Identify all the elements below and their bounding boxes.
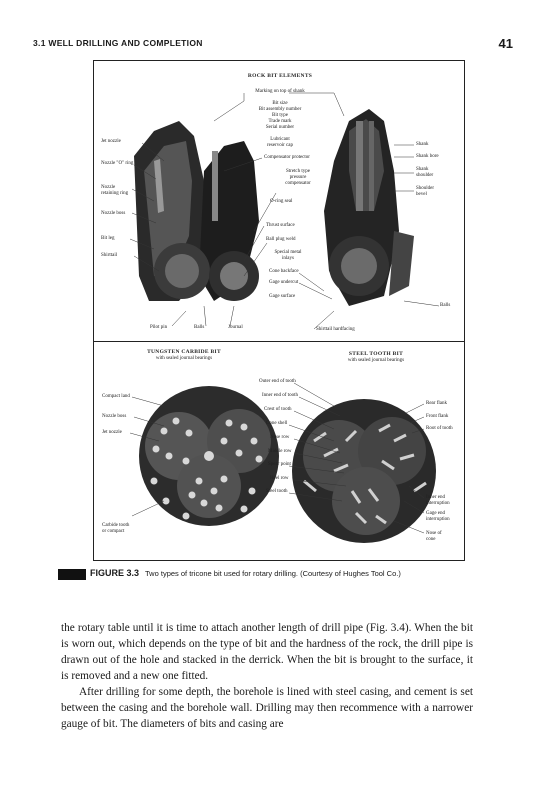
label-nose-row: Nose row <box>270 435 290 440</box>
label-rear-flank: Rear flank <box>426 401 447 406</box>
label-gage-surface: Gage surface <box>269 294 296 299</box>
label-shank: Shank <box>416 142 429 147</box>
figure-3-3 <box>93 60 465 561</box>
label-marking-top-shank: Marking on top of shank <box>255 89 305 94</box>
label-cone-shell: Cone shell <box>266 421 288 426</box>
running-head: 3.1 WELL DRILLING AND COMPLETION <box>33 38 203 48</box>
label-lubricant-reservoir-cap: Lubricant reservoir cap <box>267 137 293 148</box>
label-crest-of-tooth: Crest of tooth <box>264 407 292 412</box>
paragraph: After drilling for some depth, the borehole is lined with steel casing, and cement is set between the casing and the borehole wall. Drilling may then recommence with a narrower gauge of bit. The diameters of bits and casing are <box>61 686 473 730</box>
label-spear-point: Spear point <box>268 462 291 467</box>
steel-tooth-bit-subtitle: with sealed journal bearings <box>347 358 405 363</box>
label-compensator-protector: Compensator protector <box>264 155 310 160</box>
label-root-of-tooth: Root of tooth <box>426 426 453 431</box>
steel-tooth-bit-photo <box>292 399 436 543</box>
label-gage-end-interruption: Gage end interruption <box>426 511 450 522</box>
label-gage-undercut: Gage undercut <box>269 280 299 285</box>
label-shirttail-hardfacing: Shirttail hardfacing <box>316 327 355 332</box>
label-pressure-compensator: Stretch type pressure compensator <box>285 169 311 186</box>
tungsten-carbide-bit-title: TUNGSTEN CARBIDE BIT <box>147 349 221 355</box>
label-shoulder-bevel: Shoulder bevel <box>416 186 435 197</box>
figure-number: FIGURE 3.3 <box>90 568 140 578</box>
label-jet-nozzle-tc: Jet nozzle <box>102 430 122 435</box>
label-compact-land: Compact land <box>102 394 130 399</box>
label-journal: Journal <box>228 325 243 330</box>
right-bit-photo <box>324 109 414 306</box>
label-serial-number: Serial number <box>265 125 295 130</box>
label-trade-mark: Trade mark <box>268 119 292 124</box>
label-balls-right: Balls <box>440 303 451 308</box>
panel-divider <box>94 341 464 342</box>
tungsten-carbide-bit-subtitle: with sealed journal bearings <box>155 356 213 361</box>
label-pilot-pin: Pilot pin <box>150 325 168 330</box>
label-nose-of-cone: Nose of cone <box>426 531 442 542</box>
label-nozzle-boss: Nozzle boss <box>101 211 126 216</box>
label-nozzle-boss-tc: Nozzle boss <box>102 414 127 419</box>
label-carbide-tooth: Carbide tooth or compact <box>102 523 130 534</box>
label-shank-bore: Shank bore <box>416 154 439 159</box>
figure-caption <box>90 568 401 578</box>
label-nozzle-retaining-ring: Nozzle retaining ring <box>101 185 129 196</box>
label-nozzle-o-ring: Nozzle "O" ring <box>101 161 134 166</box>
label-thrust-surface: Thrust surface <box>266 223 295 228</box>
label-jet-nozzle: Jet nozzle <box>101 139 121 144</box>
rock-bit-elements-title: ROCK BIT ELEMENTS <box>247 73 313 79</box>
label-cone-backface: Cone backface <box>269 269 299 274</box>
label-bit-leg: Bit leg <box>101 236 115 241</box>
page-number: 41 <box>498 36 513 51</box>
steel-tooth-bit-title: STEEL TOOTH BIT <box>348 351 404 357</box>
label-middle-row: Middle row <box>268 449 292 454</box>
label-inner-end-interruption: Inner end interruption <box>426 495 450 506</box>
label-ball-plug-weld: Ball plug weld <box>266 237 296 242</box>
label-o-ring-seal: O-ring seal <box>270 199 293 204</box>
label-steel-tooth: Steel tooth <box>266 489 288 494</box>
label-front-flank: Front flank <box>426 414 449 419</box>
label-bit-assembly-number: Bit assembly number <box>258 107 302 112</box>
label-special-metal-inlays: Special metal inlays <box>274 250 302 261</box>
caption-text: Two types of tricone bit used for rotary drilling. (Courtesy of Hughes Tool Co.) <box>145 569 401 578</box>
paragraph: the rotary table until it is time to attach another length of drill pipe (Fig. 3.4). When the bit is worn out, which depends on the type of bit and the hardness of the rock, the drill pipe is drawn out of the hole and stacked in the derrick. When the bit is brought to the surface, it is removed and a new one fitted. <box>61 622 473 682</box>
label-outer-end-of-tooth: Outer end of tooth <box>259 379 296 384</box>
label-heel-row: Heel row <box>270 476 289 481</box>
label-inner-end-of-tooth: Inner end of tooth <box>262 393 298 398</box>
label-shank-shoulder: Shank shoulder <box>416 167 434 178</box>
caption-marker <box>58 569 86 580</box>
body-text <box>61 620 473 732</box>
tungsten-carbide-bit-photo <box>139 386 279 526</box>
label-shirttail: Shirttail <box>101 253 118 258</box>
label-bit-size: Bit size <box>272 101 288 106</box>
label-bit-type: Bit type <box>272 113 288 118</box>
label-balls-bottom: Balls <box>194 325 205 330</box>
left-bit-photo <box>134 121 259 301</box>
